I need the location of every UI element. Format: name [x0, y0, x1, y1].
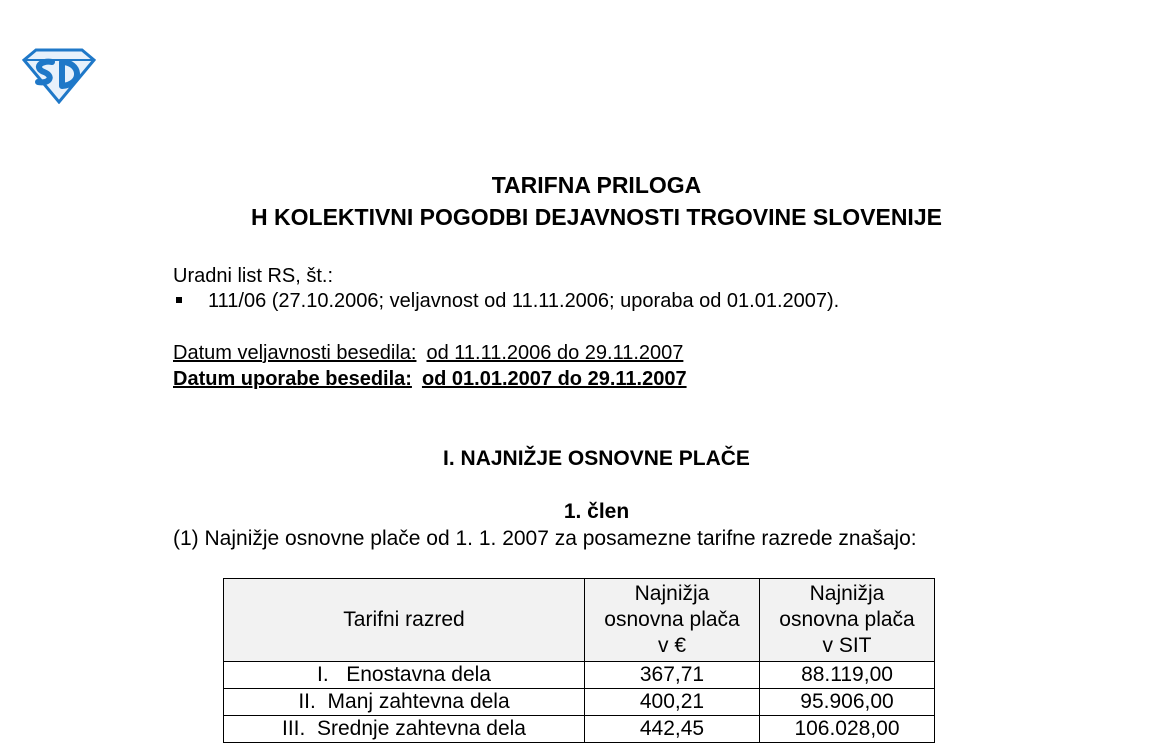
document-title: TARIFNA PRILOGA	[491, 172, 702, 198]
eur-cell: 442,45	[585, 716, 760, 743]
tariff-table	[223, 578, 935, 743]
sit-cell: 106.028,00	[760, 716, 935, 743]
validity-date-label: Datum veljavnosti besedila:	[173, 342, 417, 364]
bullet-icon	[176, 297, 182, 303]
tariff-class-cell: II. Manj zahtevna dela	[224, 689, 585, 716]
validity-date-row	[173, 341, 683, 365]
table-row	[224, 662, 935, 689]
document-subtitle: H KOLEKTIVNI POGODBI DEJAVNOSTI TRGOVINE SLOVENIJE	[251, 204, 942, 230]
article-heading: 1. člen	[563, 500, 630, 523]
tariff-class-cell: III. Srednje zahtevna dela	[224, 716, 585, 743]
gazette-item-text: 111/06 (27.10.2006; veljavnost od 11.11.2006; uporaba od 01.01.2007).	[208, 290, 840, 312]
table-header-row	[224, 579, 935, 662]
table-row	[224, 716, 935, 743]
column-header-class: Tarifni razred	[224, 579, 585, 662]
gazette-list-item	[173, 289, 839, 313]
article-paragraph: (1) Najnižje osnovne plače od 1. 1. 2007 za posamezne tarifne razrede znašajo:	[173, 527, 917, 550]
column-header-eur: Najnižja osnovna plača v €	[585, 579, 760, 662]
gazette-label: Uradni list RS, št.:	[173, 265, 334, 287]
company-logo	[22, 46, 96, 104]
application-date-row	[173, 367, 687, 391]
section-heading: I. NAJNIŽJE OSNOVNE PLAČE	[443, 447, 750, 470]
sit-cell: 95.906,00	[760, 689, 935, 716]
validity-date-value: od 11.11.2006 do 29.11.2007	[426, 342, 684, 364]
eur-cell: 400,21	[585, 689, 760, 716]
sit-cell: 88.119,00	[760, 662, 935, 689]
application-date-value: od 01.01.2007 do 29.11.2007	[421, 368, 687, 390]
application-date-label: Datum uporabe besedila:	[173, 368, 412, 390]
eur-cell: 367,71	[585, 662, 760, 689]
table-row	[224, 689, 935, 716]
column-header-sit: Najnižja osnovna plača v SIT	[760, 579, 935, 662]
tariff-class-cell: I. Enostavna dela	[224, 662, 585, 689]
